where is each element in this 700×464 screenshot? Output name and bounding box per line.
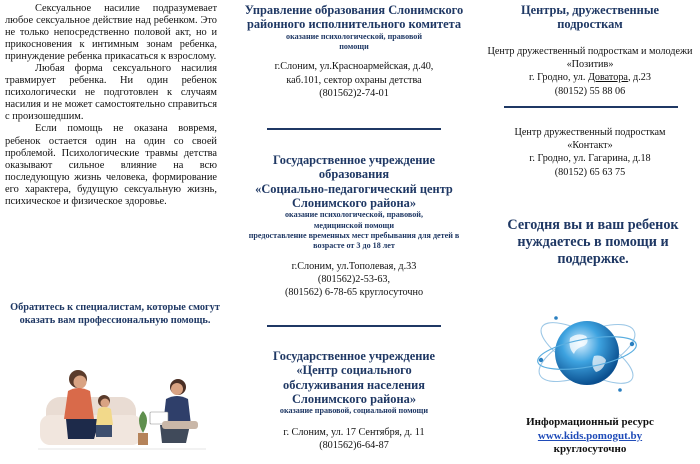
globe-network-icon [532, 298, 642, 408]
org-name: Управление образования Слонимского районного исполнительного комитета [244, 3, 464, 32]
org-phone: (801562)2-74-01 [319, 87, 389, 99]
center-address: г. Гродно, ул. Гагарина, д.18 [529, 153, 651, 165]
intro-text [5, 3, 217, 208]
org-phone: (801562) 6-78-65 круглосуточно [284, 287, 424, 299]
divider [267, 128, 441, 130]
center-name: Центр дружественный подросткам и молодежи «Позитив» [487, 46, 693, 71]
family-conversation-illustration [38, 357, 206, 457]
resource-link[interactable]: www.kids.pomogut.by [537, 429, 643, 442]
center-street: Доватора [587, 72, 628, 84]
support-slogan: Сегодня вы и ваш ребенок нуждаетесь в помощи и поддержке. [507, 217, 679, 267]
resource-label: Информационный ресурс [526, 416, 654, 428]
intro-paragraph: Если помощь не оказана вовремя, ребенок остается один на один со своей проблемой. Психологические травмы детства оказывают сильное влияние на всю последующую жизнь человека, формирование его характера, будущую сексуальную жизнь, психическое и физическое здоровье. [5, 123, 217, 207]
org-social-pedagogical-center [243, 153, 465, 299]
org-social-service-center [243, 349, 465, 452]
org-education-department [243, 3, 465, 100]
center-address-prefix: г. Гродно, ул. [529, 72, 586, 84]
resource-note: круглосуточно [553, 443, 627, 455]
org-services: оказание правовой, социальной помощи [279, 406, 429, 416]
org-address: г.Слоним, ул.Красноармейская, д.40, каб.101, сектор охраны детства [274, 61, 434, 86]
center-phone: (80152) 65 63 75 [554, 166, 626, 178]
org-services: оказание психологической, правовой помощи [286, 31, 422, 51]
center-address-suffix: , д.23 [627, 72, 651, 84]
org-phone: (801562)6-64-87 [319, 439, 389, 451]
teen-center-contact [480, 126, 700, 179]
org-name-line2: «Центр социального обслуживания населения Слонимского района» [283, 363, 425, 406]
org-address: г. Слоним, ул. 17 Сентября, д. 11 [283, 426, 425, 438]
center-phone: (80152) 55 88 06 [554, 85, 626, 97]
info-resource [480, 416, 700, 457]
org-name-line2: «Социально-педагогический центр Слонимского района» [255, 181, 453, 210]
intro-paragraph: Любая форма сексуального насилия травмирует ребенка. Ни один ребенок психологически не подготовлен к случаям насилия и не может самостоятельно справиться с произошедшим. [5, 63, 217, 123]
center-name: Центр дружественный подросткам «Контакт» [514, 127, 666, 152]
org-address: г.Слоним, ул.Тополевая, д.33 [291, 260, 417, 272]
org-services: оказание психологической, правовой, медицинской помощи [285, 210, 423, 230]
divider [267, 325, 441, 327]
left-panel [0, 0, 232, 464]
org-name-line1: Государственное учреждение [272, 349, 436, 363]
center-address [480, 71, 700, 84]
org-name-line1: Государственное учреждение образования [272, 153, 436, 182]
call-to-action: Обратитесь к специалистам, которые смогут оказать вам профессиональную помощь. [10, 302, 220, 326]
teen-centers-title: Центры, дружественные подросткам [520, 3, 659, 32]
divider [504, 106, 678, 108]
org-shelter: предоставление временных мест пребывания для детей в возрасте от 3 до 18 лет [248, 231, 460, 251]
intro-paragraph: Сексуальное насилие подразумевает любое сексуальное действие над ребенком. Это не только непосредственно половой акт, но и прикосновения к интимным зонам ребенка, принуждение ребенка прикасаться к взрослому. [5, 3, 217, 63]
middle-panel [243, 0, 465, 464]
org-phone: (801562)2-53-63, [317, 274, 391, 286]
teen-center-positive [480, 45, 700, 98]
